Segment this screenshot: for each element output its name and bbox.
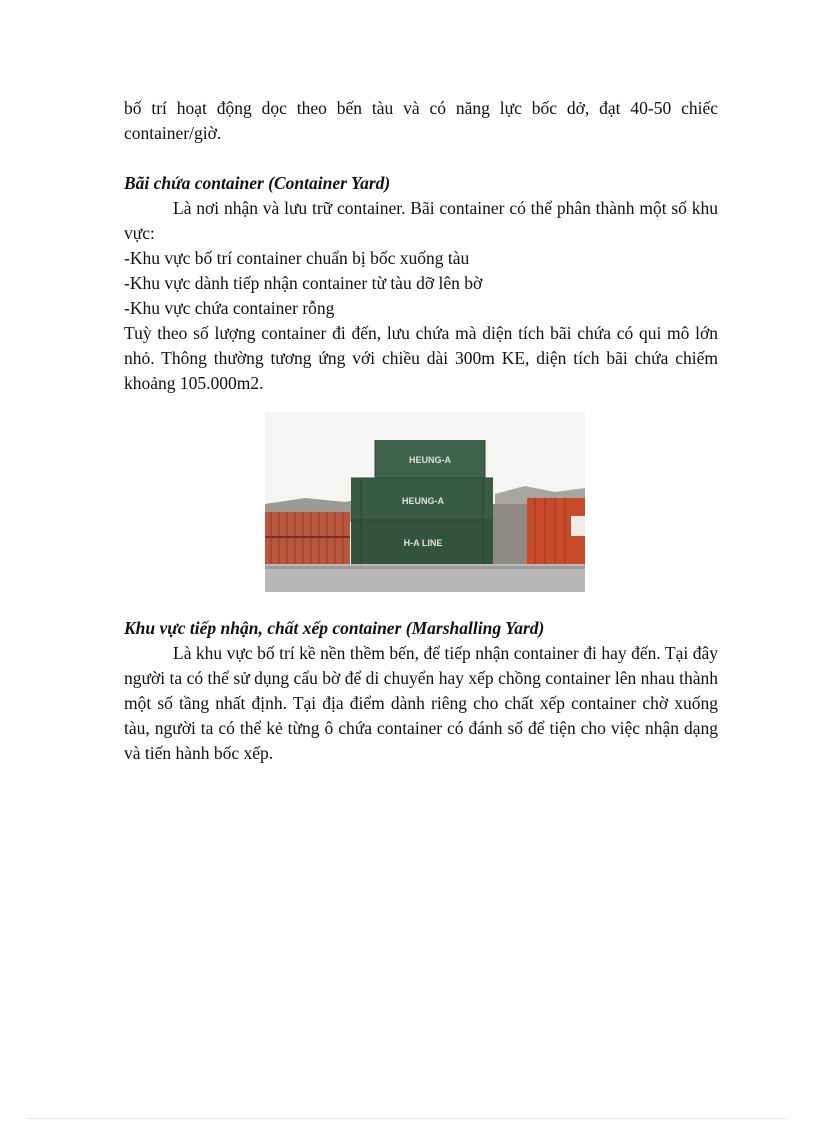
photo-label-middle: HEUNG-A — [402, 496, 444, 506]
container-yard-item-1: -Khu vực bố trí container chuẩn bị bốc xuống tàu — [124, 248, 470, 268]
container-yard-intro: Là nơi nhận và lưu trữ container. Bãi container có thể phân thành một số khu vực: — [124, 198, 718, 243]
marshalling-yard-heading: Khu vực tiếp nhận, chất xếp container (Marshalling Yard) — [124, 618, 545, 638]
page-bottom-rule — [28, 1118, 788, 1119]
container-yard-item-2: -Khu vực dành tiếp nhận container từ tàu dỡ lên bờ — [124, 273, 483, 293]
container-yard-heading: Bãi chứa container (Container Yard) — [124, 173, 391, 193]
photo-label-bottom: H-A LINE — [403, 538, 443, 548]
marshalling-yard-body: Là khu vực bố trí kề nền thềm bến, để tiếp nhận container đi hay đến. Tại đây người ta có thể sử dụng cẩu bờ để di chuyển hay xếp chồng container lên nhau thành một số tầng nhất định. Tại địa điểm dành riêng cho chất xếp container chờ xuống tàu, người ta có thể kẻ từng ô chứa container có đánh số để tiện cho việc nhận dạng và tiến hành bốc xếp. — [124, 643, 718, 763]
container-yard-details: Tuỳ theo số lượng container đi đến, lưu chứa mà diện tích bãi chứa có qui mô lớn nhỏ. Thông thường tương ứng với chiều dài 300m KE, diện tích bãi chứa chiếm khoảng 105.000m2. — [124, 323, 718, 393]
photo-label-top: HEUNG-A — [409, 455, 451, 465]
container-photo-svg — [265, 412, 585, 592]
photo-red-right-logo — [571, 516, 585, 536]
container-yard-item-3: -Khu vực chứa container rỗng — [124, 298, 335, 318]
document-page — [124, 96, 718, 766]
intro-paragraph: bố trí hoạt động dọc theo bến tàu và có năng lực bốc dở, đạt 40-50 chiếc container/giờ. — [124, 98, 718, 143]
container-yard-photo — [265, 412, 585, 592]
